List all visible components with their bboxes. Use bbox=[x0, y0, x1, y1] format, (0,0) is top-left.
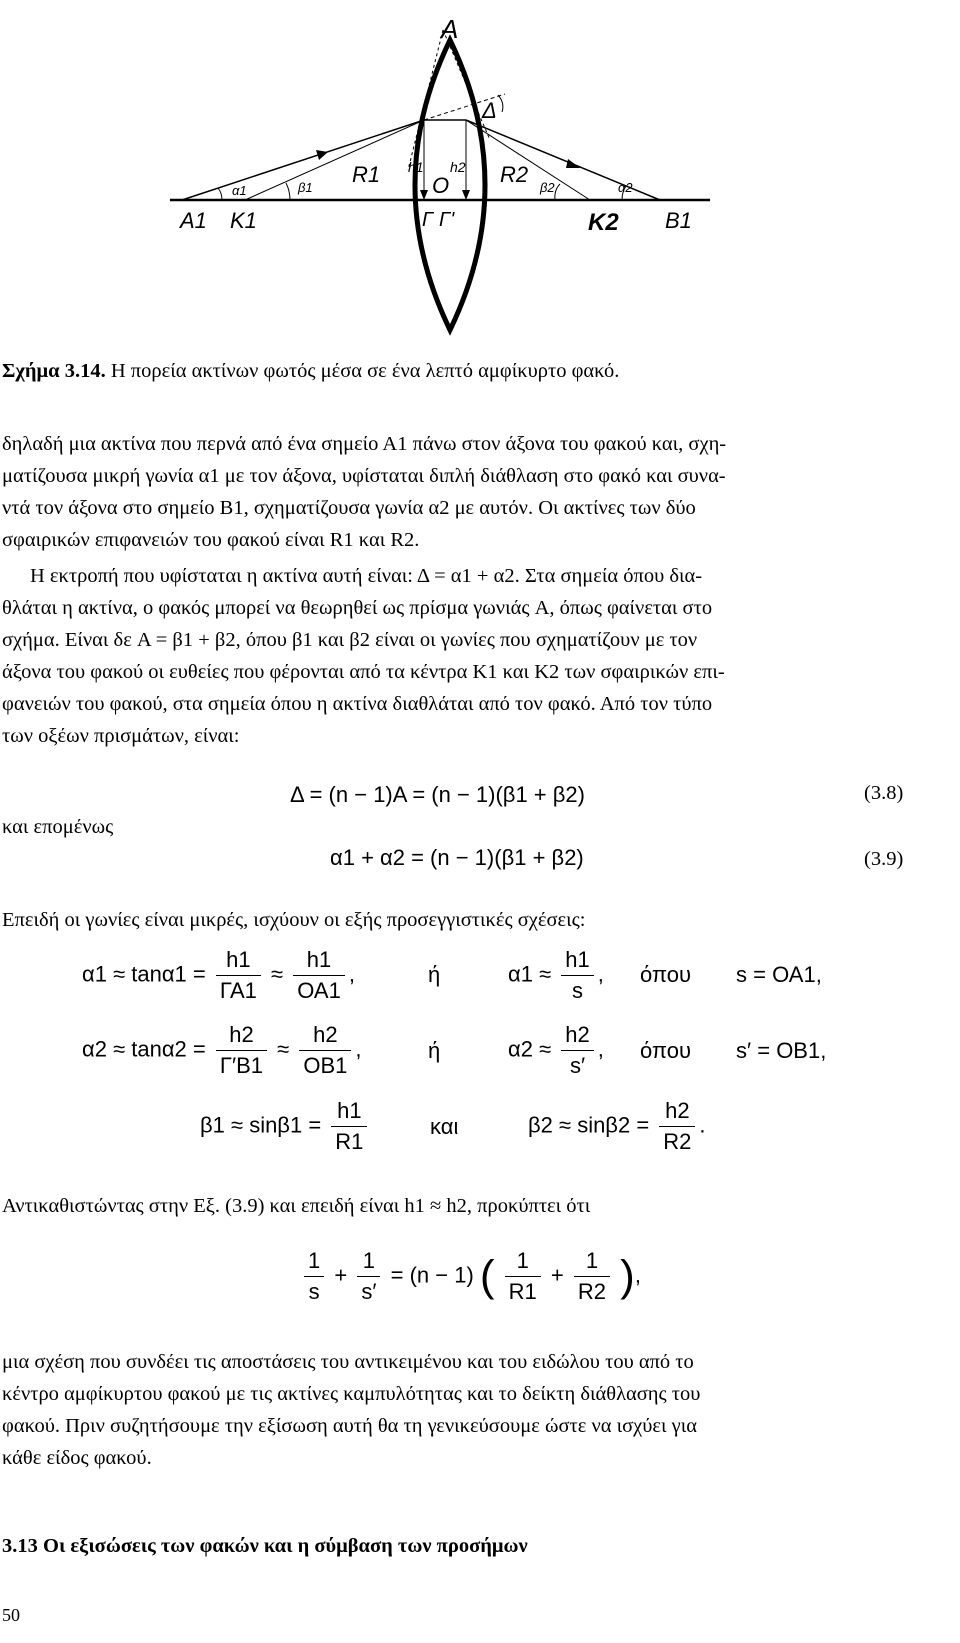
approx-row-2: α2 ≈ tanα2 = $\frac{h2}{\Gamma'B1}$ ≈ $\frac{h2}{OB1}$ , bbox=[82, 1020, 362, 1081]
para1-line4: σφαιρικών επιφανειών του φακού είναι R1 και R2. bbox=[2, 529, 420, 551]
r2-left: α2 ≈ tanα2 = bbox=[82, 1036, 206, 1062]
r1-frac3: $\frac{h1}{s}$ bbox=[561, 945, 593, 1006]
r1-or: ή bbox=[428, 962, 441, 987]
label-a1: α1 bbox=[232, 183, 247, 198]
deviation-arc bbox=[498, 95, 503, 112]
label-h1: h1 bbox=[408, 159, 424, 175]
label-delta: Δ bbox=[482, 98, 497, 123]
ray-arrow-1 bbox=[316, 150, 328, 160]
paragraph-2 bbox=[2, 560, 957, 752]
caption-label: Σχήμα 3.14. bbox=[2, 360, 106, 382]
section-heading: 3.13 Οι εξισώσεις των φακών και η σύμβαση των προσήμων bbox=[2, 1535, 528, 1557]
para5-line3: φακού. Πριν συζητήσουμε την εξίσωση αυτή θα τη γενικεύσουμε ώστε να ισχύει για bbox=[2, 1415, 697, 1437]
para1-line3: ντά τον άξονα στο σημείο Β1, σχηματίζουσα γωνία α2 με αυτόν. Οι ακτίνες των δύο bbox=[2, 497, 696, 519]
label-K2: K2 bbox=[588, 209, 619, 236]
r2-frac3: $\frac{h2}{s'}$ bbox=[561, 1020, 593, 1081]
para2-line4: άξονα του φακού οι ευθείες που φέρονται από τα κέντρα Κ1 και Κ2 των σφαιρικών επι- bbox=[2, 661, 725, 683]
equation-3-9: α1 + α2 = (n − 1)(β1 + β2) bbox=[330, 845, 584, 870]
figure-caption bbox=[2, 360, 619, 383]
label-A1: A1 bbox=[180, 208, 207, 233]
prism-left-edge bbox=[408, 30, 443, 170]
r2-where: όπου bbox=[640, 1038, 692, 1063]
r1-def: s = ΟΑ1, bbox=[736, 962, 822, 987]
paragraph-4: Αντικαθιστώντας στην Εξ. (3.9) και επειδή είναι h1 ≈ h2, προκύπτει ότι bbox=[2, 1195, 591, 1217]
label-A: A bbox=[441, 14, 459, 44]
para5-line1: μια σχέση που συνδέει τις αποστάσεις του αντικειμένου και του ειδώλου του από το bbox=[2, 1351, 694, 1373]
r1-left: α1 ≈ tanα1 = bbox=[82, 961, 206, 987]
paragraph-5 bbox=[2, 1346, 957, 1474]
label-GG: Γ Γ' bbox=[422, 209, 455, 231]
r1-frac1: $\frac{h1}{\Gamma A1}$ bbox=[216, 945, 261, 1006]
right-paren: ) bbox=[620, 1251, 635, 1301]
r1-mid-expr: α1 ≈ $\frac{h1}{s}$ , bbox=[508, 945, 604, 1006]
page-number: 50 bbox=[2, 1605, 20, 1625]
para5-line2: κέντρο αμφίκυρτου φακού με τις ακτίνες καμπυλότητας και το δείκτη διάθλασης του bbox=[2, 1383, 701, 1405]
biconvex-lens bbox=[415, 40, 485, 330]
para2-line3: σχήμα. Είναι δε A = β1 + β2, όπου β1 και β2 είναι οι γωνίες που σχηματίζουν με τον bbox=[2, 629, 698, 651]
r2-or: ή bbox=[428, 1038, 441, 1063]
r3-left: β1 ≈ sinβ1 = bbox=[200, 1112, 322, 1138]
r3-frac2: $\frac{h2}{R2}$ bbox=[659, 1096, 695, 1157]
label-b1: β1 bbox=[298, 180, 313, 195]
r3-frac1: $\frac{h1}{R1}$ bbox=[331, 1096, 367, 1157]
r2-frac2: $\frac{h2}{OB1}$ bbox=[299, 1020, 351, 1081]
angle-arc-b2 bbox=[555, 184, 560, 200]
lensmaker-equation: $\frac{1}{s}$ + $\frac{1}{s'}$ = (n − 1) ( $\frac{1}{R1}$ + $\frac{1}{R2}$ ), bbox=[300, 1246, 641, 1307]
r1-approx: ≈ bbox=[271, 961, 284, 987]
label-b2: β2 bbox=[540, 180, 555, 195]
label-K1: K1 bbox=[230, 208, 257, 233]
r3-mid-expr: β2 ≈ sinβ2 = $\frac{h2}{R2}$ . bbox=[528, 1096, 706, 1157]
angle-arc-a1 bbox=[218, 188, 222, 200]
h1-arrow bbox=[420, 190, 428, 200]
radius-line-k1 bbox=[245, 120, 424, 200]
r3-and: και bbox=[430, 1114, 459, 1139]
label-h2: h2 bbox=[450, 159, 466, 175]
left-paren: ( bbox=[479, 1251, 495, 1301]
label-R2: R2 bbox=[500, 162, 529, 187]
label-B1: B1 bbox=[665, 208, 692, 233]
r2-mid-expr: α2 ≈ $\frac{h2}{s'}$ , bbox=[508, 1020, 604, 1081]
para2-line1: Η εκτροπή που υφίσταται η ακτίνα αυτή είναι: Δ = α1 + α2. Στα σημεία όπου δια- bbox=[30, 565, 703, 587]
equation-3-9-number: (3.9) bbox=[864, 848, 904, 870]
para2-line2: θλάται η ακτίνα, ο φακός μπορεί να θεωρηθεί ως πρίσμα γωνιάς A, όπως φαίνεται στο bbox=[2, 597, 713, 619]
r1-frac2: $\frac{h1}{OA1}$ bbox=[293, 945, 345, 1006]
paragraph-3: Επειδή οι γωνίες είναι μικρές, ισχύουν οι εξής προσεγγιστικές σχέσεις: bbox=[2, 909, 586, 931]
angle-arc-b1 bbox=[286, 183, 290, 200]
r2-approx: ≈ bbox=[277, 1036, 290, 1062]
caption-text: Η πορεία ακτίνων φωτός μέσα σε ένα λεπτό αμφίκυρτο φακό. bbox=[110, 360, 620, 382]
r2-frac1: $\frac{h2}{\Gamma'B1}$ bbox=[216, 1020, 267, 1081]
lens-diagram bbox=[160, 0, 720, 345]
ray-arrow-2 bbox=[566, 159, 580, 168]
label-a2: α2 bbox=[618, 180, 633, 195]
equation-3-8-number: (3.8) bbox=[864, 782, 904, 804]
h2-arrow bbox=[462, 190, 470, 200]
para1-line1: δηλαδή μια ακτίνα που περνά από ένα σημείο Α1 πάνω στον άξονα του φακού και, σχη- bbox=[2, 433, 727, 455]
approx-row-1: α1 ≈ tanα1 = $\frac{h1}{\Gamma A1}$ ≈ $\frac{h1}{OA1}$ , bbox=[82, 945, 355, 1006]
para1-line2: ματίζουσα μικρή γωνία α1 με τον άξονα, υφίσταται διπλή διάθλαση στο φακό και συνα- bbox=[2, 465, 726, 487]
r1-where: όπου bbox=[640, 962, 692, 987]
para2-line6: των οξέων πρισμάτων, είναι: bbox=[2, 725, 240, 747]
label-R1: R1 bbox=[352, 162, 381, 187]
para2-line5: φανειών του φακού, στα σημεία όπου η ακτίνα διαθλάται από τον φακό. Από τον τύπο bbox=[2, 693, 713, 715]
consequently-text: και επομένως bbox=[2, 816, 114, 838]
label-O: O bbox=[432, 173, 450, 198]
lens-figure bbox=[160, 0, 720, 345]
r2-def: s′ = ΟΒ1, bbox=[736, 1038, 827, 1063]
approx-row-3 bbox=[200, 1096, 371, 1157]
para5-line4: κάθε είδος φακού. bbox=[2, 1447, 152, 1469]
equation-3-8: Δ = (n − 1)A = (n − 1)(β1 + β2) bbox=[290, 782, 585, 807]
paragraph-1 bbox=[2, 428, 957, 556]
